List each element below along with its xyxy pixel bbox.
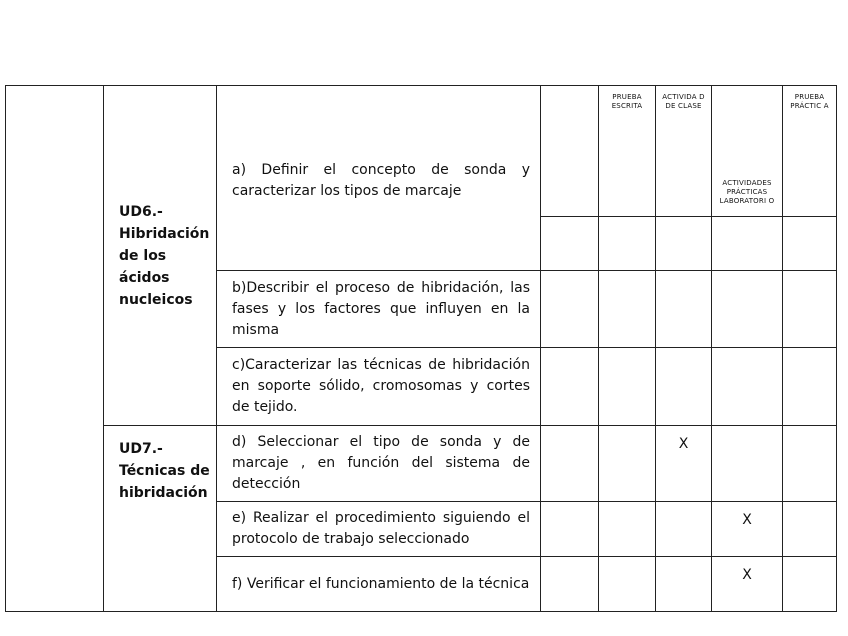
criterion-cell-f <box>217 557 541 612</box>
header-row <box>6 86 837 217</box>
mark-cell <box>656 502 712 557</box>
mark-cell <box>599 217 656 271</box>
mark-cell <box>712 426 783 502</box>
mark-cell <box>783 271 837 348</box>
unit-title: UD6.- Hibridación de los ácidos nucleicos <box>119 203 210 308</box>
mark-actividad-clase: X <box>656 426 712 502</box>
mark-cell <box>783 426 837 502</box>
mark-cell <box>712 217 783 271</box>
mark-cell <box>656 217 712 271</box>
unit-cell-ud6 <box>104 86 217 426</box>
header-actividades-practicas: ACTIVIDADES PRÁCTICAS LABORATORI O <box>712 86 783 217</box>
mark-cell <box>599 557 656 612</box>
criterion-text: a) Definir el concepto de sonda y caracterizar los tipos de marcaje <box>232 162 530 199</box>
mark-cell <box>783 348 837 426</box>
criterion-cell-b <box>217 271 541 348</box>
mark-cell <box>541 217 599 271</box>
mark-cell <box>541 348 599 426</box>
criterion-cell-d <box>217 426 541 502</box>
criterion-text: e) Realizar el procedimiento siguiendo el protocolo de trabajo seleccionado <box>232 510 530 547</box>
mark-cell <box>656 348 712 426</box>
mark-cell <box>599 502 656 557</box>
criterion-text: c)Caracterizar las técnicas de hibridación en soporte sólido, cromosomas y cortes de tejido. <box>232 357 530 415</box>
header-prueba-escrita: PRUEBA ESCRITA <box>599 86 656 217</box>
mark-cell <box>541 426 599 502</box>
mark-cell <box>712 348 783 426</box>
mark-cell <box>599 348 656 426</box>
mark-cell <box>783 217 837 271</box>
empty-left-column <box>6 86 104 612</box>
mark-actividades-practicas: X <box>712 557 783 612</box>
mark-actividades-practicas: X <box>712 502 783 557</box>
criterion-cell-a <box>217 86 541 271</box>
criterion-text: d) Seleccionar el tipo de sonda y de marcaje , en función del sistema de detección <box>232 434 530 492</box>
header-empty-cell <box>541 86 599 217</box>
mark-cell <box>783 502 837 557</box>
mark-cell <box>541 557 599 612</box>
criterion-cell-e <box>217 502 541 557</box>
mark-cell <box>541 271 599 348</box>
mark-cell <box>541 502 599 557</box>
mark-cell <box>712 271 783 348</box>
mark-cell <box>599 426 656 502</box>
header-prueba-practica: PRUEBA PRÁCTIC A <box>783 86 837 217</box>
criterion-text: f) Verificar el funcionamiento de la técnica <box>232 575 530 592</box>
criterion-row-d <box>6 426 837 502</box>
criterion-text: b)Describir el proceso de hibridación, las fases y los factores que influyen en la misma <box>232 279 530 338</box>
unit-cell-ud7 <box>104 426 217 612</box>
evaluation-table <box>5 85 837 612</box>
header-actividad-clase: ACTIVIDA D DE CLASE <box>656 86 712 217</box>
mark-cell <box>599 271 656 348</box>
mark-cell <box>783 557 837 612</box>
mark-cell <box>656 557 712 612</box>
unit-title: UD7.- Técnicas de hibridación <box>119 441 210 501</box>
criterion-cell-c <box>217 348 541 426</box>
mark-cell <box>656 271 712 348</box>
